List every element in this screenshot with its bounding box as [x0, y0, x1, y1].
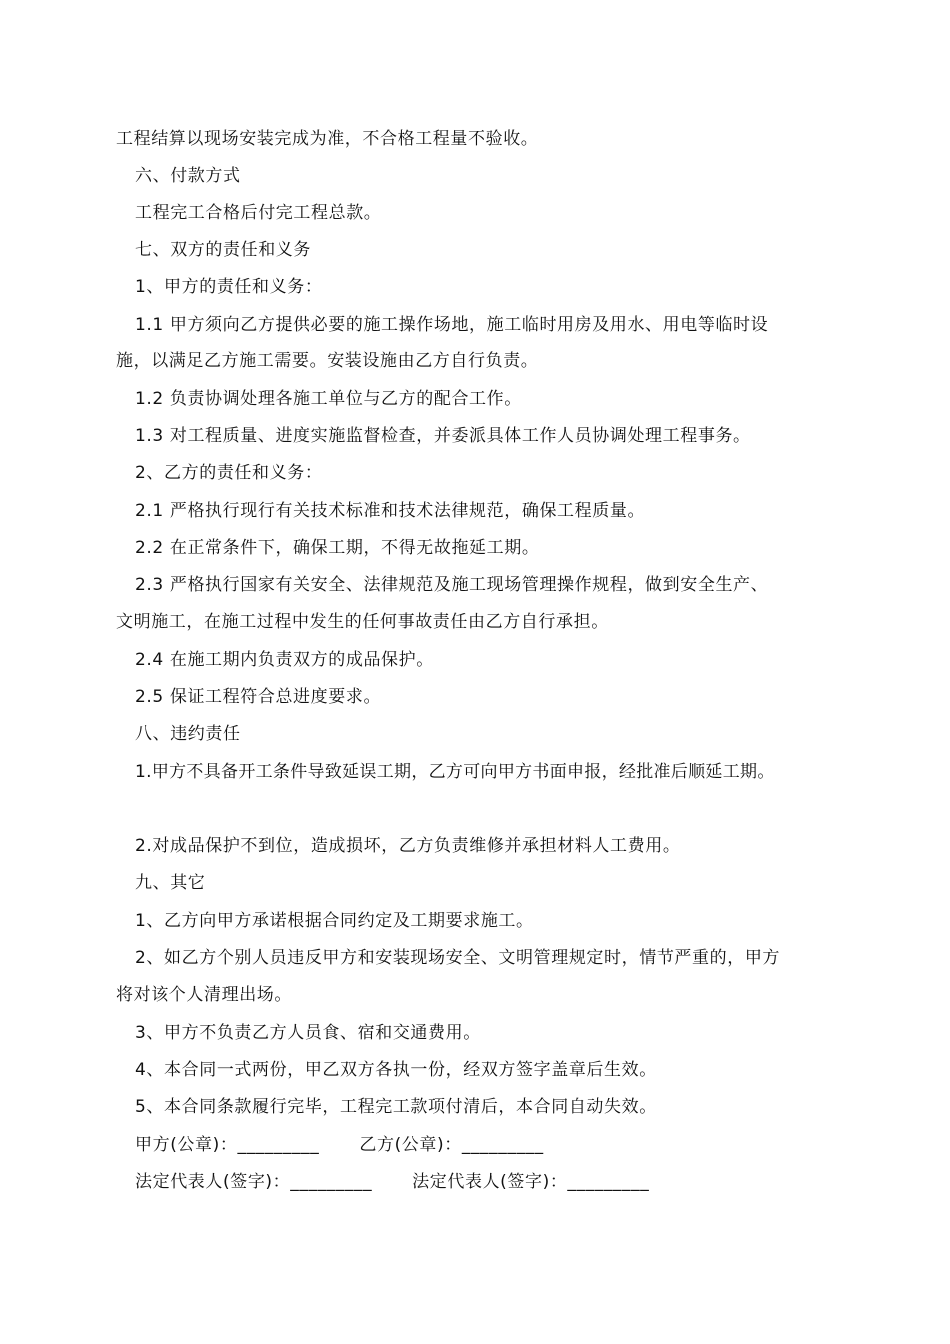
breach-clause-1: 1.甲方不具备开工条件导致延误工期，乙方可向甲方书面申报，经批准后顺延工期。	[135, 762, 775, 782]
representative-row	[135, 1170, 649, 1194]
seal-row	[135, 1133, 544, 1157]
other-clause-3: 3、甲方不负责乙方人员食、宿和交通费用。	[135, 1023, 481, 1043]
breach-clause-2: 2.对成品保护不到位，造成损坏，乙方负责维修并承担材料人工费用。	[135, 836, 681, 856]
other-clause-1: 1、乙方向甲方承诺根据合同约定及工期要求施工。	[135, 911, 534, 931]
clause-2-4: 2.4 在施工期内负责双方的成品保护。	[135, 650, 434, 670]
paragraph-payment: 工程完工合格后付完工程总款。	[135, 203, 382, 223]
section-heading-responsibilities: 七、双方的责任和义务	[135, 240, 311, 260]
clause-2-5: 2.5 保证工程符合总进度要求。	[135, 687, 382, 707]
clause-1-1-line-2: 施，以满足乙方施工需要。安装设施由乙方自行负责。	[116, 351, 539, 371]
clause-2-2: 2.2 在正常条件下，确保工期，不得无故拖延工期。	[135, 538, 540, 558]
clause-2-3-line-1: 2.3 严格执行国家有关安全、法律规范及施工现场管理操作规程，做到安全生产、	[135, 575, 769, 595]
party-b-seal-field: 乙方(公章)：_________	[359, 1135, 544, 1155]
party-a-representative-field: 法定代表人(签字)：_________	[135, 1172, 373, 1192]
clause-2-1: 2.1 严格执行现行有关技术标准和技术法律规范，确保工程质量。	[135, 501, 646, 521]
subheading-party-a: 1、甲方的责任和义务：	[135, 277, 323, 297]
other-clause-2-line-1: 2、如乙方个别人员违反甲方和安装现场安全、文明管理规定时，情节严重的，甲方	[135, 948, 781, 968]
section-heading-breach: 八、违约责任	[135, 724, 241, 744]
party-a-seal-field: 甲方(公章)：_________	[135, 1135, 320, 1155]
other-clause-2-line-2: 将对该个人清理出场。	[116, 985, 292, 1005]
other-clause-5: 5、本合同条款履行完毕，工程完工款项付清后，本合同自动失效。	[135, 1097, 657, 1117]
party-b-representative-field: 法定代表人(签字)：_________	[412, 1172, 650, 1192]
section-heading-payment: 六、付款方式	[135, 166, 241, 186]
section-heading-other: 九、其它	[135, 873, 206, 893]
clause-1-1-line-1: 1.1 甲方须向乙方提供必要的施工操作场地，施工临时用房及用水、用电等临时设	[135, 315, 769, 335]
clause-1-2: 1.2 负责协调处理各施工单位与乙方的配合工作。	[135, 389, 522, 409]
clause-2-3-line-2: 文明施工，在施工过程中发生的任何事故责任由乙方自行承担。	[116, 612, 609, 632]
clause-1-3: 1.3 对工程质量、进度实施监督检查，并委派具体工作人员协调处理工程事务。	[135, 426, 751, 446]
other-clause-4: 4、本合同一式两份，甲乙双方各执一份，经双方签字盖章后生效。	[135, 1060, 657, 1080]
subheading-party-b: 2、乙方的责任和义务：	[135, 463, 323, 483]
paragraph-settlement: 工程结算以现场安装完成为准，不合格工程量不验收。	[116, 129, 539, 149]
